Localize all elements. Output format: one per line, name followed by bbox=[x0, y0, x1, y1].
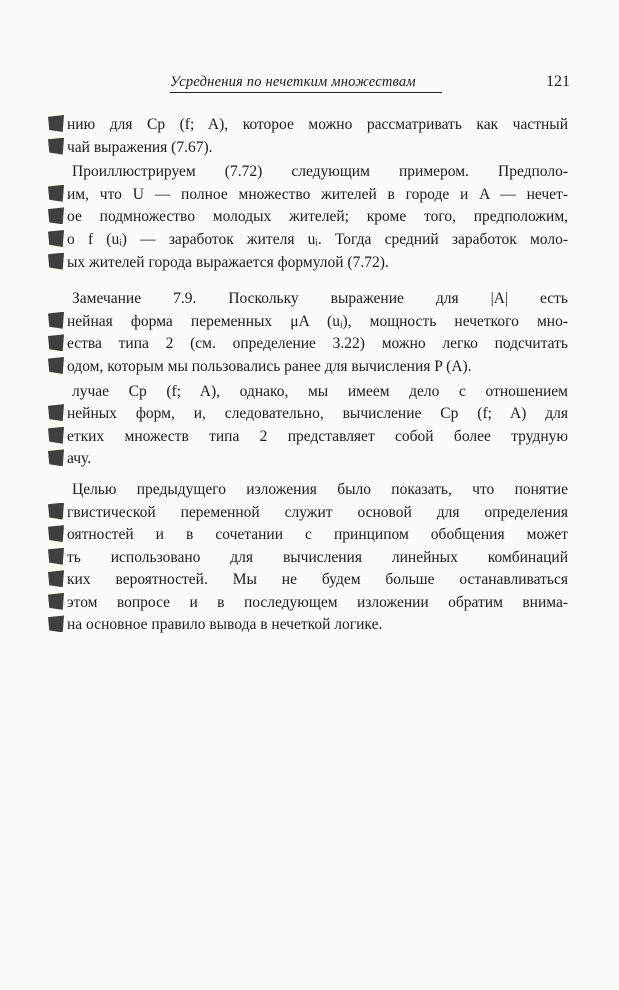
text-line: Замечание 7.9. Поскольку выражение для |A| есть bbox=[72, 290, 568, 308]
remark-7-9 bbox=[48, 288, 568, 378]
text-line: гвистической переменной служит основой для определения bbox=[48, 502, 568, 525]
text-line: ачу. bbox=[48, 448, 568, 471]
paragraph-5 bbox=[48, 479, 568, 637]
ink-smudge bbox=[48, 138, 64, 155]
text-line: Проиллюстрируем (7.72) следующим примером. Предполо- bbox=[72, 163, 568, 181]
ink-smudge bbox=[48, 404, 64, 421]
text-line: на основное правило вывода в нечеткой логике. bbox=[48, 614, 568, 637]
text-line: им, что U — полное множество жителей в городе и A — нечет- bbox=[48, 184, 568, 207]
ink-smudge bbox=[48, 615, 64, 632]
text-line: оятностей и в сочетании с принципом обобщения может bbox=[48, 524, 568, 547]
ink-smudge bbox=[48, 253, 64, 270]
running-header: Усреднения по нечетким множествам bbox=[170, 72, 442, 93]
ink-smudge bbox=[48, 230, 64, 247]
text-line: нию для Cp (f; A), которое можно рассматривать как частный bbox=[48, 114, 568, 137]
text-line: ое подмножество молодых жителей; кроме того, предположим, bbox=[48, 206, 568, 229]
ink-smudge bbox=[48, 185, 64, 202]
text-line: ых жителей города выражается формулой (7.72). bbox=[48, 252, 568, 275]
text-line: этом вопросе и в последующем изложении обратим внима- bbox=[48, 592, 568, 615]
text-line: нейная форма переменных μA (uᵢ), мощность нечеткого мно- bbox=[48, 311, 568, 334]
paragraph-gap bbox=[48, 274, 568, 288]
ink-smudge bbox=[48, 570, 64, 587]
paragraph-4 bbox=[48, 381, 568, 471]
page-number: 121 bbox=[546, 73, 570, 90]
text-line: нейных форм, и, следовательно, вычисление Cp (f; A) для bbox=[48, 403, 568, 426]
ink-smudge bbox=[48, 525, 64, 542]
ink-smudge bbox=[48, 207, 64, 224]
ink-smudge bbox=[48, 312, 64, 329]
ink-smudge bbox=[48, 449, 64, 466]
text-line: о f (uᵢ) — заработок жителя uᵢ. Тогда средний заработок моло- bbox=[48, 229, 568, 252]
paragraph-2 bbox=[48, 161, 568, 274]
ink-smudge bbox=[48, 593, 64, 610]
ink-smudge bbox=[48, 115, 64, 132]
text-line: ть использовано для вычисления линейных комбинаций bbox=[48, 547, 568, 570]
text-line: ких вероятностей. Мы не будем больше останавливаться bbox=[48, 569, 568, 592]
ink-smudge bbox=[48, 334, 64, 351]
text-line: етких множеств типа 2 представляет собой более трудную bbox=[48, 426, 568, 449]
text-line: чай выражения (7.67). bbox=[48, 137, 568, 160]
ink-smudge bbox=[48, 503, 64, 520]
ink-smudge bbox=[48, 548, 64, 565]
text-line: лучае Cp (f; A), однако, мы имеем дело с отношением bbox=[72, 382, 568, 400]
page-body bbox=[48, 114, 568, 637]
paragraph-gap bbox=[48, 471, 568, 479]
paragraph-1 bbox=[48, 114, 568, 159]
text-line: Целью предыдущего изложения было показать, что понятие bbox=[72, 480, 568, 498]
ink-smudge bbox=[48, 357, 64, 374]
text-line: одом, которым мы пользовались ранее для вычисления P (A). bbox=[48, 356, 568, 379]
text-line: ества типа 2 (см. определение 3.22) можно легко подсчитать bbox=[48, 333, 568, 356]
ink-smudge bbox=[48, 427, 64, 444]
